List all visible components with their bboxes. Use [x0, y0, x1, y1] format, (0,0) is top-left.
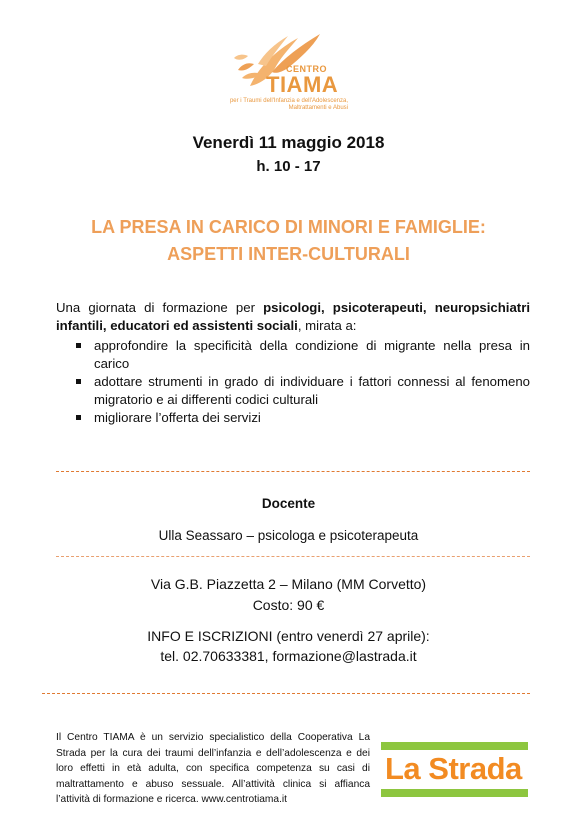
la-strada-logo [381, 742, 528, 797]
bullet-square-icon [76, 343, 81, 348]
logo-tiama: TIAMA [266, 72, 339, 97]
docente-heading: Docente [261, 496, 316, 511]
event-cost: Costo: 90 € [252, 597, 325, 613]
event-title [0, 214, 577, 268]
intro-targets: psicologi, psicoterapeuti, neuropsichiatri infantili, educatori ed assistenti sociali [56, 300, 530, 333]
list-item: migliorare l’offerta dei servizi [56, 409, 530, 427]
event-date: Venerdì 11 maggio 2018 [192, 133, 385, 152]
centro-tiama-logo [228, 28, 348, 114]
intro-suffix: , mirata a: [297, 318, 357, 333]
logo-band-bottom [381, 789, 528, 797]
objectives-list [56, 337, 530, 427]
divider [56, 556, 530, 557]
intro-paragraph [56, 299, 530, 335]
divider [56, 471, 530, 472]
info-contacts: tel. 02.70633381, formazione@lastrada.it [160, 648, 417, 664]
event-hours: h. 10 - 17 [256, 158, 321, 175]
la-strada-wordmark: La Strada [385, 751, 522, 786]
intro-prefix: Una giornata di formazione per [56, 300, 264, 315]
event-title-line1: LA PRESA IN CARICO DI MINORI E FAMIGLIE: [91, 217, 486, 237]
event-title-line2: ASPETTI INTER-CULTURALI [167, 244, 410, 264]
logo-tagline: per i Traumi dell'Infanzia e dell'Adolescenza, Maltrattamenti e Abusi [229, 98, 348, 111]
list-item: approfondire la specificità della condizione di migrante nella presa in carico [56, 337, 530, 373]
event-address: Via G.B. Piazzetta 2 – Milano (MM Corvetto) [150, 576, 427, 592]
logo-band-top [381, 742, 528, 750]
bullet-square-icon [76, 379, 81, 384]
divider [42, 693, 530, 694]
footer-description: Il Centro TIAMA è un servizio specialistico della Cooperativa La Strada per la cura dei traumi dell’infanzia e dell’adolescenza e dei loro effetti in età adulta, con specifica competenza su casi di maltrattamento e abuso sessuale. All’attività clinica si affianca l’attività di formazione e ricerca. www.centrotiama.it [56, 732, 370, 806]
bullet-square-icon [76, 415, 81, 420]
docente-name: Ulla Seassaro – psicologa e psicoterapeuta [158, 528, 419, 543]
logo-centro: CENTRO [286, 64, 327, 74]
list-item: adottare strumenti in grado di individuare i fattori connessi al fenomeno migratorio e ai differenti codici culturali [56, 373, 530, 409]
info-heading: INFO E ISCRIZIONI (entro venerdì 27 aprile): [147, 628, 430, 644]
